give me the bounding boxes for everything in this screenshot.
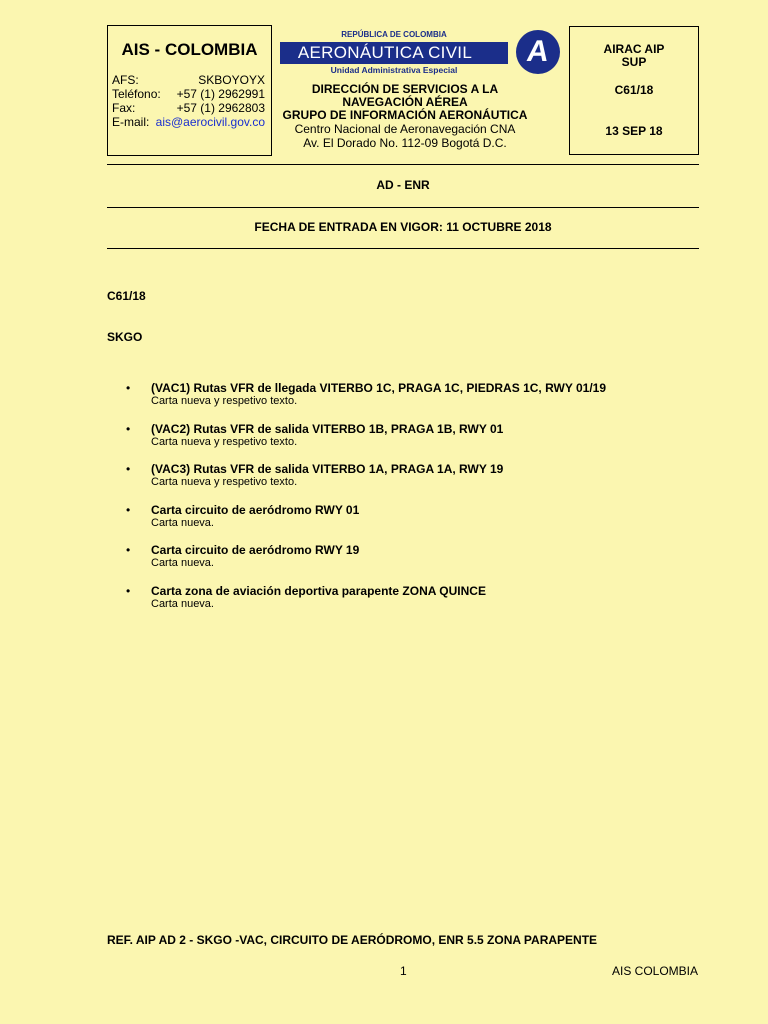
aerodrome-code: SKGO — [107, 330, 143, 344]
afs-label: AFS: — [112, 73, 139, 87]
divider — [107, 164, 699, 165]
phone-label: Teléfono: — [112, 87, 161, 101]
bullet-icon: • — [126, 422, 131, 436]
sup-code: C61/18 — [614, 83, 654, 97]
airac-box — [569, 26, 699, 155]
phone-row — [112, 87, 265, 101]
effective-date: FECHA DE ENTRADA EN VIGOR: 11 OCTUBRE 2018 — [254, 220, 552, 234]
item-description: Carta nueva. — [151, 557, 214, 569]
address-line: Av. El Dorado No. 112-09 Bogotá D.C. — [303, 136, 507, 150]
aerocivil-logo-icon — [516, 30, 560, 74]
bullet-icon: • — [126, 584, 131, 598]
footer-label: AIS COLOMBIA — [612, 964, 699, 978]
fax-value: +57 (1) 2962803 — [176, 101, 265, 115]
item-title: (VAC2) Rutas VFR de salida VITERBO 1B, PRAGA 1B, RWY 01 — [151, 422, 504, 436]
item-title: (VAC1) Rutas VFR de llegada VITERBO 1C, PRAGA 1C, PIEDRAS 1C, RWY 01/19 — [151, 381, 606, 395]
bullet-icon: • — [126, 543, 131, 557]
cna-line: Centro Nacional de Aeronavegación CNA — [294, 122, 516, 136]
airac-label: AIRAC AIP — [603, 42, 665, 56]
page-number: 1 — [400, 964, 407, 978]
divider — [107, 207, 699, 208]
phone-value: +57 (1) 2962991 — [176, 87, 265, 101]
grupo-line: GRUPO DE INFORMACIÓN AERONÁUTICA — [282, 108, 528, 122]
bullet-icon: • — [126, 503, 131, 517]
logo-mark: A — [524, 35, 552, 68]
item-description: Carta nueva. — [151, 517, 214, 529]
item-description: Carta nueva y respetivo texto. — [151, 436, 298, 448]
fax-row — [112, 101, 265, 115]
email-label: E-mail: — [112, 115, 150, 129]
bullet-icon: • — [126, 381, 131, 395]
sup-label: SUP — [621, 55, 647, 69]
banner-arrow-shape — [488, 42, 502, 64]
email-row — [112, 115, 265, 129]
item-description: Carta nueva. — [151, 598, 214, 610]
logo-banner-text: AERONÁUTICA CIVIL — [297, 43, 473, 62]
item-description: Carta nueva y respetivo texto. — [151, 395, 298, 407]
fax-label: Fax: — [112, 101, 136, 115]
direccion-line: DIRECCIÓN DE SERVICIOS A LA — [311, 82, 499, 96]
item-title: Carta zona de aviación deportiva parapente ZONA QUINCE — [151, 584, 486, 598]
bullet-icon: • — [126, 462, 131, 476]
afs-value: SKBOYOYX — [198, 73, 265, 87]
reference-line: REF. AIP AD 2 - SKGO -VAC, CIRCUITO DE AERÓDROMO, ENR 5.5 ZONA PARAPENTE — [107, 933, 598, 947]
contact-box — [107, 25, 272, 156]
item-title: Carta circuito de aeródromo RWY 01 — [151, 503, 360, 517]
item-title: (VAC3) Rutas VFR de salida VITERBO 1A, PRAGA 1A, RWY 19 — [151, 462, 504, 476]
item-description: Carta nueva y respetivo texto. — [151, 476, 298, 488]
republica-label: REPÚBLICA DE COLOMBIA — [341, 30, 447, 39]
email-link[interactable]: ais@aerocivil.gov.co — [155, 115, 265, 129]
divider — [107, 248, 699, 249]
ais-title: AIS - COLOMBIA — [121, 40, 258, 59]
ad-enr-label: AD - ENR — [376, 178, 430, 192]
unidad-label: Unidad Administrativa Especial — [330, 65, 458, 75]
item-title: Carta circuito de aeródromo RWY 19 — [151, 543, 360, 557]
afs-row — [112, 73, 265, 87]
supplement-code: C61/18 — [107, 289, 146, 303]
navegacion-line: NAVEGACIÓN AÉREA — [342, 95, 468, 109]
issue-date: 13 SEP 18 — [605, 124, 663, 138]
